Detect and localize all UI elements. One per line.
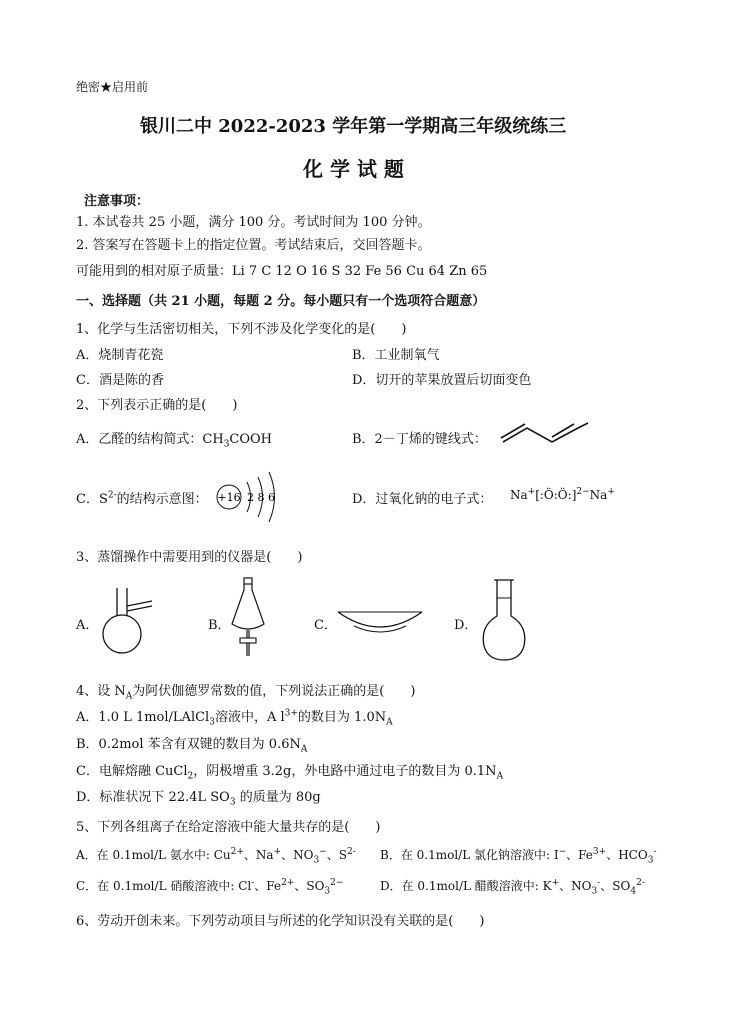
confidential-mark: 绝密★启用前 xyxy=(76,80,149,94)
q2-option-b: B．2－丁烯的键线式： xyxy=(352,432,487,447)
q4-stem: 4、设 $N_A$为阿伏伽德罗常数的值，下列说法正确的是( ) xyxy=(76,684,416,702)
notes-heading: 注意事项： xyxy=(84,194,150,209)
q3-option-b: B． xyxy=(208,618,231,633)
q1-option-c: C．酒是陈的香 xyxy=(76,373,164,388)
svg-text:2 8 6: 2 8 6 xyxy=(247,491,275,504)
distilling-flask-icon xyxy=(98,586,156,656)
exam-title: 银川二中 2022-2023 学年第一学期高三年级统练三 xyxy=(140,116,567,137)
subject-title: 化 学 试 题 xyxy=(303,157,404,181)
q1-option-d: D．切开的苹果放置后切面变色 xyxy=(352,373,532,388)
sodium-peroxide-electron-formula: Na+[:Ö:Ö:]$^{2-}$Na+ xyxy=(510,487,615,502)
q4-option-c: C．电解熔融 CuCl$_2$，阴极增重 3.2g，外电路中通过电子的数目为 $0.1N_A$ xyxy=(76,764,504,782)
q5-option-c: C．在 0.1mol/L 硝酸溶液中: Cl-、$Fe^{2+}$、$SO_3^{2-}$ xyxy=(76,878,344,897)
q1-stem: 1、化学与生活密切相关，下列不涉及化学变化的是( ) xyxy=(76,322,407,337)
q2-option-a: A．乙醛的结构简式：$CH_3COOH$ xyxy=(76,432,273,450)
sulfur-ion-structure-diagram xyxy=(214,468,288,526)
q4-option-a: A．1.0 L 1mol/LAlCl$_3$溶液中，A $l^{3+}$的数目为 $1.0N_A$ xyxy=(76,708,393,728)
q2-option-d: D．过氧化钠的电子式： xyxy=(352,492,493,507)
q3-option-c: C． xyxy=(314,618,337,633)
volumetric-flask-icon xyxy=(478,578,530,664)
q3-option-a: A． xyxy=(76,618,99,633)
section-heading: 一、选择题（共 21 小题，每题 2 分。每小题只有一个选项符合题意） xyxy=(76,294,486,309)
notes-item-2: 2. 答案写在答题卡上的指定位置。考试结束后，交回答题卡。 xyxy=(76,238,431,253)
q1-option-b: B．工业制氧气 xyxy=(352,348,440,363)
svg-text:+16: +16 xyxy=(217,491,241,504)
q2-stem: 2、下列表示正确的是( ) xyxy=(76,398,238,413)
butene-skeletal-formula xyxy=(500,420,592,446)
q3-stem: 3、蒸馏操作中需要用到的仪器是( ) xyxy=(76,550,303,565)
q6-stem: 6、劳动开创未来。下列劳动项目与所述的化学知识没有关联的是( ) xyxy=(76,914,485,929)
q1-option-a: A．烧制青花瓷 xyxy=(76,348,164,363)
q3-option-d: D． xyxy=(454,618,478,633)
q2-option-c: C．$S^{2-}$的结构示意图： xyxy=(76,490,208,507)
notes-item-1: 1. 本试卷共 25 小题，满分 100 分。考试时间为 100 分钟。 xyxy=(76,215,431,230)
q4-option-b: B．0.2mol 苯含有双键的数目为 $0.6N_A$ xyxy=(76,737,308,755)
separatory-funnel-icon xyxy=(226,576,270,662)
evaporating-dish-icon xyxy=(336,602,424,642)
q5-stem: 5、下列各组离子在给定溶液中能大量共存的是( ) xyxy=(76,820,381,835)
q5-option-b: B．在 0.1mol/L 氯化钠溶液中: I−、$Fe^{3+}$、$HCO_3^-$ xyxy=(380,847,657,866)
q5-option-d: D．在 0.1mol/L 醋酸溶液中: K+、$NO_3^-$、$SO_4^{2-}$ xyxy=(380,878,645,897)
atomic-masses: 可能用到的相对原子质量：Li 7 C 12 O 16 S 32 Fe 56 Cu 64 Zn 65 xyxy=(76,264,488,279)
q4-option-d: D．标准状况下 22.4L $SO_3$ 的质量为 80g xyxy=(76,790,321,808)
q5-option-a: A．在 0.1mol/L 氨水中: $Cu^{2+}$、Na+、$NO_3^-$、$S^{2-}$ xyxy=(76,847,356,866)
